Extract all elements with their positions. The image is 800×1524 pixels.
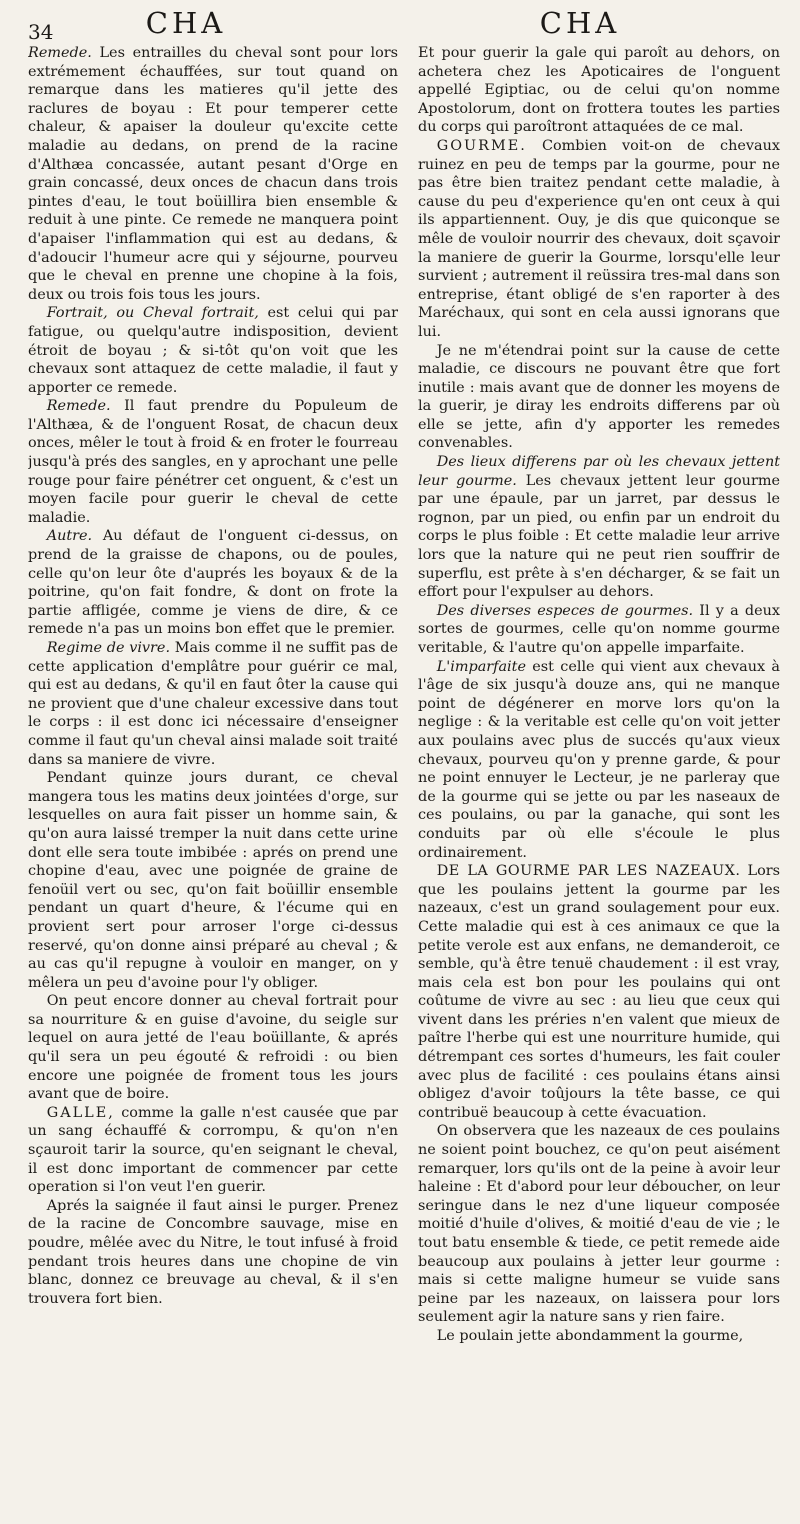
paragraph-lead: Fortrait, ou Cheval fortrait, (46, 305, 259, 322)
paragraph-text: Le poulain jette abondamment la gourme, (436, 1327, 744, 1344)
paragraph-text: Combien voit-on de chevaux ruinez en peu de temps par la gourme, pour ne pas être bien traitez pendant cette maladie, à cause du peu d'experience qu'en ont ceux à qui ils appartiennent. Ouy, je dis que quiconque se mêle de vouloir nourrir des chevaux, doit sçavoir la maniere de guerir la Gourme, lorsqu'elle leur survient ; autrement il reüssira tres-mal dans son entreprise, étant obligé de s'en raporter à des Maréchaux, qui sont en cela aussi ignorans que lui. (418, 137, 780, 340)
paragraph-lieux-differens (418, 453, 780, 602)
paragraph-apres-saignee (28, 1197, 398, 1309)
paragraph-lead: Autre. (46, 528, 93, 545)
running-head-right: CHA (539, 6, 621, 40)
paragraph-lead: L'imparfaite (436, 658, 526, 675)
paragraph-galle (28, 1104, 398, 1197)
paragraph-observera (418, 1122, 780, 1327)
paragraph-text: est celle qui vient aux chevaux à l'âge de six jusqu'à douze ans, qui ne manque point de dégénerer en morve lors qu'on la neglige : & la veritable est celle qu'on voit jetter aux poulains avec plus de succés qu'aux vieux chevaux, pourveu qu'on y prenne garde, & pour ne point ennuyer le Lecteur, je ne parleray que de la gourme qui se jette ou par les naseaux de ces poulains, ou par la ganache, qui sont les conduits par où elle s'écoule le plus ordinairement. (418, 658, 780, 861)
paragraph-remede-2 (28, 397, 398, 527)
paragraph-lead: Des lieux differens par où les chevaux jettent leur gourme. (418, 454, 780, 489)
paragraph-lead: GALLE, (46, 1104, 115, 1121)
running-head-left: CHA (145, 6, 227, 40)
page-number: 34 (28, 20, 54, 44)
left-column (28, 44, 398, 1520)
paragraph-text: Les chevaux jettent leur gourme par une épaule, par un jarret, par dessus le rognon, par un pied, ou enfin par un endroit du corps le plus foible : Et cette maladie leur arrive lors que la nature qui ne peut rien souffrir de superflu, est prête à s'en décharger, & se fait un effort pour l'expulser au dehors. (418, 472, 780, 601)
paragraph-lead: Des diverses especes de gourmes. (436, 602, 694, 619)
paragraph-lead: GOURME. (436, 137, 527, 154)
paragraph-nazeaux-heading (418, 862, 780, 1122)
paragraph-autre (28, 527, 398, 639)
paragraph-text: Pendant quinze jours durant, ce cheval mangera tous les matins deux jointées d'orge, sur lesquelles on aura fait pisser un homme sain, & qu'on aura laissé tremper la nuit dans cette urine dont elle sera toute imbibée : aprés on prend une chopine d'eau, avec une poignée de graine de fenoüil vert ou sec, qu'on fait boüillir ensemble pendant un quart d'heure, & l'écume qui en provient sert pour arroser l'orge ci-dessus reservé, qu'on donne ainsi préparé au cheval ; & au cas qu'il repugne à vouloir en manger, on y mêlera un peu d'avoine pour l'y obliger. (28, 770, 398, 991)
paragraph-text: Et pour guerir la gale qui paroît au dehors, on achetera chez les Apoticaires de l'onguent appellé Egiptiac, ou de celui qu'on nomme Apostolorum, dont on frottera toutes les parties du corps qui paroîtront attaquées de ce mal. (418, 45, 780, 136)
paragraph-lead: Remede. (46, 398, 111, 415)
paragraph-text: Il y a deux sortes de gourmes, celle qu'on nomme gourme veritable, & l'autre qu'on appelle imparfaite. (418, 602, 780, 656)
paragraph-pendant (28, 769, 398, 992)
paragraph-poulain-jette (418, 1327, 780, 1346)
paragraph-cause (418, 342, 780, 454)
paragraph-imparfaite (418, 658, 780, 863)
paragraph-remede-1 (28, 44, 398, 304)
right-column (418, 44, 780, 1520)
paragraph-text: Je ne m'étendrai point sur la cause de cette maladie, ce discours ne pouvant être que fort inutile : mais avant que de donner les moyens de la guerir, je diray les endroits differens par où elle se jette, afin d'y apporter les remedes convenables. (418, 342, 780, 452)
page-header (0, 2, 800, 44)
paragraph-text: On observera que les nazeaux de ces poulains ne soient point bouchez, ce qu'on peut aisément remarquer, lors qu'ils ont de la peine à avoir leur haleine : Et d'abord pour leur déboucher, on leur seringue dans le nez d'une liqueur composée moitié d'huile d'olives, & moitié d'eau de vie ; le tout batu ensemble & tiede, ce petit remede aide beaucoup aux poulains à jetter leur gourme : mais si cette maligne humeur se vuide sans peine par les nazeaux, on laissera pour lors seulement agir la nature sans y rien faire. (418, 1123, 780, 1326)
paragraph-text: Mais comme il ne suffit pas de cette application d'emplâtre pour guérir ce mal, qui est au dedans, & qu'il en faut ôter la cause qui ne provient que d'une chaleur excessive dans tout le corps : il est donc ici nécessaire d'enseigner comme il faut qu'un cheval ainsi malade soit traité dans sa maniere de vivre. (28, 640, 398, 768)
paragraph-lead: Regime de vivre. (46, 640, 171, 656)
paragraph-gale-dehors (418, 44, 780, 137)
paragraph-fortrait (28, 304, 398, 397)
paragraph-text: Il faut prendre du Populeum de l'Althæa, & de l'onguent Rosat, de chacun deux onces, mêler le tout à froid & en froter le fourreau jusqu'à prés des sangles, en y aprochant une pelle rouge pour faire pénétrer cet onguent, & c'est un moyen facile pour guerir le cheval de cette maladie. (28, 398, 398, 526)
paragraph-text: Lors que les poulains jettent la gourme par les nazeaux, c'est un grand soulagement pour eux. Cette maladie qui est à ces animaux ce que la petite verole est aux enfans, ne demanderoit, ce semble, qu'à être tenuë chaudement : il est vray, mais cela est bon pour les poulains qui ont coûtume de vivre au sec : au lieu que ceux qui vivent dans les préries n'en valent que mieux de paître l'herbe qui est une nourriture humide, qui détrempant ces sortes d'humeurs, les fait couler avec plus de facilité : ces poulains étans ainsi obligez d'avoir toûjours la tête basse, ce qui contribuë beaucoup à cette évacuation. (418, 863, 780, 1121)
paragraph-text: Les entrailles du cheval sont pour lors extrémement échauffées, sur tout quand on remarque dans les matieres qu'il jette des raclures de boyau : Et pour temperer cette chaleur, & apaiser la douleur qu'excite cette maladie au dedans, on prend de la racine d'Althæa concassée, autant pesant d'Orge en grain concassé, deux onces de chacun dans trois pintes d'eau, le tout boüillira bien ensemble & reduit à une pinte. Ce remede ne manquera point d'apaiser l'inflammation qui est au dedans, & d'adoucir l'humeur acre qui y séjourne, pourveu que le cheval en prenne une chopine à la fois, deux ou trois fois tous les jours. (28, 45, 398, 303)
paragraph-especes (418, 602, 780, 658)
section-heading: DE LA GOURME PAR LES NAZEAUX. (436, 863, 741, 880)
paragraph-text: Au défaut de l'onguent ci-dessus, on prend de la graisse de chapons, ou de poules, celle qu'on leur ôte d'auprés les boyaux & de la poitrine, qu'on fait fondre, & dont on frote la partie affligée, comme je viens de dire, & ce remede n'a pas un moins bon effet que le premier. (28, 528, 398, 638)
paragraph-lead: Remede. (28, 45, 92, 61)
paragraph-text: Aprés la saignée il faut ainsi le purger. Prenez de la racine de Concombre sauvage, mise en poudre, mêlée avec du Nitre, le tout infusé à froid pendant trois heures dans une chopine de vin blanc, donnez ce breuvage au cheval, & il s'en trouvera fort bien. (28, 1197, 398, 1307)
paragraph-on-peut (28, 992, 398, 1104)
paragraph-text: On peut encore donner au cheval fortrait pour sa nourriture & en guise d'avoine, du seigle sur lequel on aura jetté de l'eau boüillante, & aprés qu'il sera un peu égouté & refroidi : ou bien encore une poignée de froment tous les jours avant que de boire. (28, 993, 398, 1103)
paragraph-text: comme la galle n'est causée que par un sang échauffé & corrompu, & qu'on n'en sçauroit tarir la source, qu'en seignant le cheval, il est donc important de commencer par cette operation si l'on veut l'en guerir. (28, 1104, 398, 1196)
paragraph-text: est celui qui par fatigue, ou quelqu'autre indisposition, devient étroit de boyau ; & si-tôt qu'on voit que les chevaux sont attaquez de cette maladie, il faut y apporter ce remede. (28, 305, 398, 396)
paragraph-regime (28, 639, 398, 769)
paragraph-gourme (418, 137, 780, 342)
